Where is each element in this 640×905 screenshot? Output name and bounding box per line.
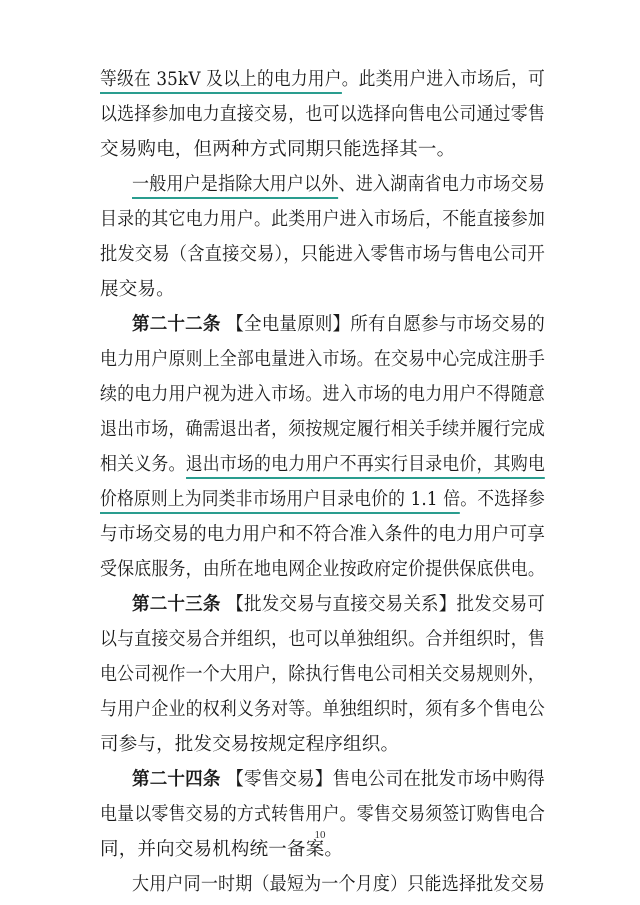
text-span: 电量以零售交易的方式转售用户。零售交易须签订购售电合 [100,804,545,825]
text-span: 批发交易（含直接交易），只能进入零售市场与售电公司开 [100,244,545,265]
text-span: 。此类用户进入市场后，可 [341,69,545,90]
text-span: 目录的其它电力用户。此类用户进入市场后，不能直接参加 [100,209,545,230]
text-line [100,246,545,265]
text-span: 与市场交易的电力用户和不符合准入条件的电力用户可享 [100,524,545,545]
text-line [100,281,175,300]
text-line [100,491,545,510]
text-line [100,561,545,580]
text-line [132,876,545,895]
text-span: 大用户同一时期（最短为一个月度）只能选择批发交易 [132,874,545,895]
text-line [100,106,545,125]
article-heading: 第二十四条 [132,769,221,790]
text-line [100,666,545,685]
text-line [100,386,545,405]
page-number: 10 [314,829,326,841]
text-span: 电公司视作一个大用户，除执行售电公司相关交易规则外， [100,664,545,685]
text-span: 司参与，批发交易按规定程序组织。 [100,734,400,755]
text-span: 相关义务。 [100,454,186,475]
text-span: 交易购电，但两种方式同期只能选择其一。 [100,139,456,160]
underlined-text: 一般用户是指除大用户以外 [132,174,339,199]
text-line [100,211,545,230]
text-line [100,456,545,475]
text-span: 【全电量原则】所有自愿参与市场交易的 [220,314,546,335]
text-span: 电力用户原则上全部电量进入市场。在交易中心完成注册手 [100,349,545,370]
text-span: 【批发交易与直接交易关系】批发交易可 [220,594,546,615]
text-span: 、进入湖南省电力市场交易 [338,174,545,195]
text-line [100,631,545,650]
text-line [100,421,545,440]
text-span: 续的电力用户视为进入市场。进入市场的电力用户不得随意 [100,384,545,405]
text-line [132,316,545,335]
text-span: 受保底服务，由所在地电网企业按政府定价提供保底供电。 [100,559,545,580]
text-span: 退出市场，确需退出者，须按规定履行相关手续并履行完成 [100,419,545,440]
text-line [100,841,343,860]
text-line [132,176,545,195]
text-line [100,71,545,90]
text-line [100,701,545,720]
underlined-text: 等级在 35kV 及以上的电力用户 [100,69,342,94]
text-span: 以选择参加电力直接交易，也可以选择向售电公司通过零售 [100,104,545,125]
text-line [100,526,545,545]
underlined-text: 退出市场的电力用户不再实行目录电价，其购电 [186,454,545,479]
text-span: 。不选择参 [460,489,545,510]
text-span: 同，并向交易机构统一备案。 [100,839,344,860]
text-line [132,596,545,615]
text-line [132,771,545,790]
underlined-text: 价格原则上为同类非市场用户目录电价的 1.1 倍 [100,489,460,514]
text-line [100,736,399,755]
article-heading: 第二十二条 [132,314,221,335]
text-span: 以与直接交易合并组织，也可以单独组织。合并组织时，售 [100,629,545,650]
article-heading: 第二十三条 [132,594,221,615]
text-line [100,806,545,825]
text-span: 【零售交易】售电公司在批发市场中购得 [220,769,546,790]
text-span: 与用户企业的权利义务对等。单独组织时，须有多个售电公 [100,699,545,720]
text-line [100,141,455,160]
text-line [100,351,545,370]
text-span: 展交易。 [100,279,175,300]
